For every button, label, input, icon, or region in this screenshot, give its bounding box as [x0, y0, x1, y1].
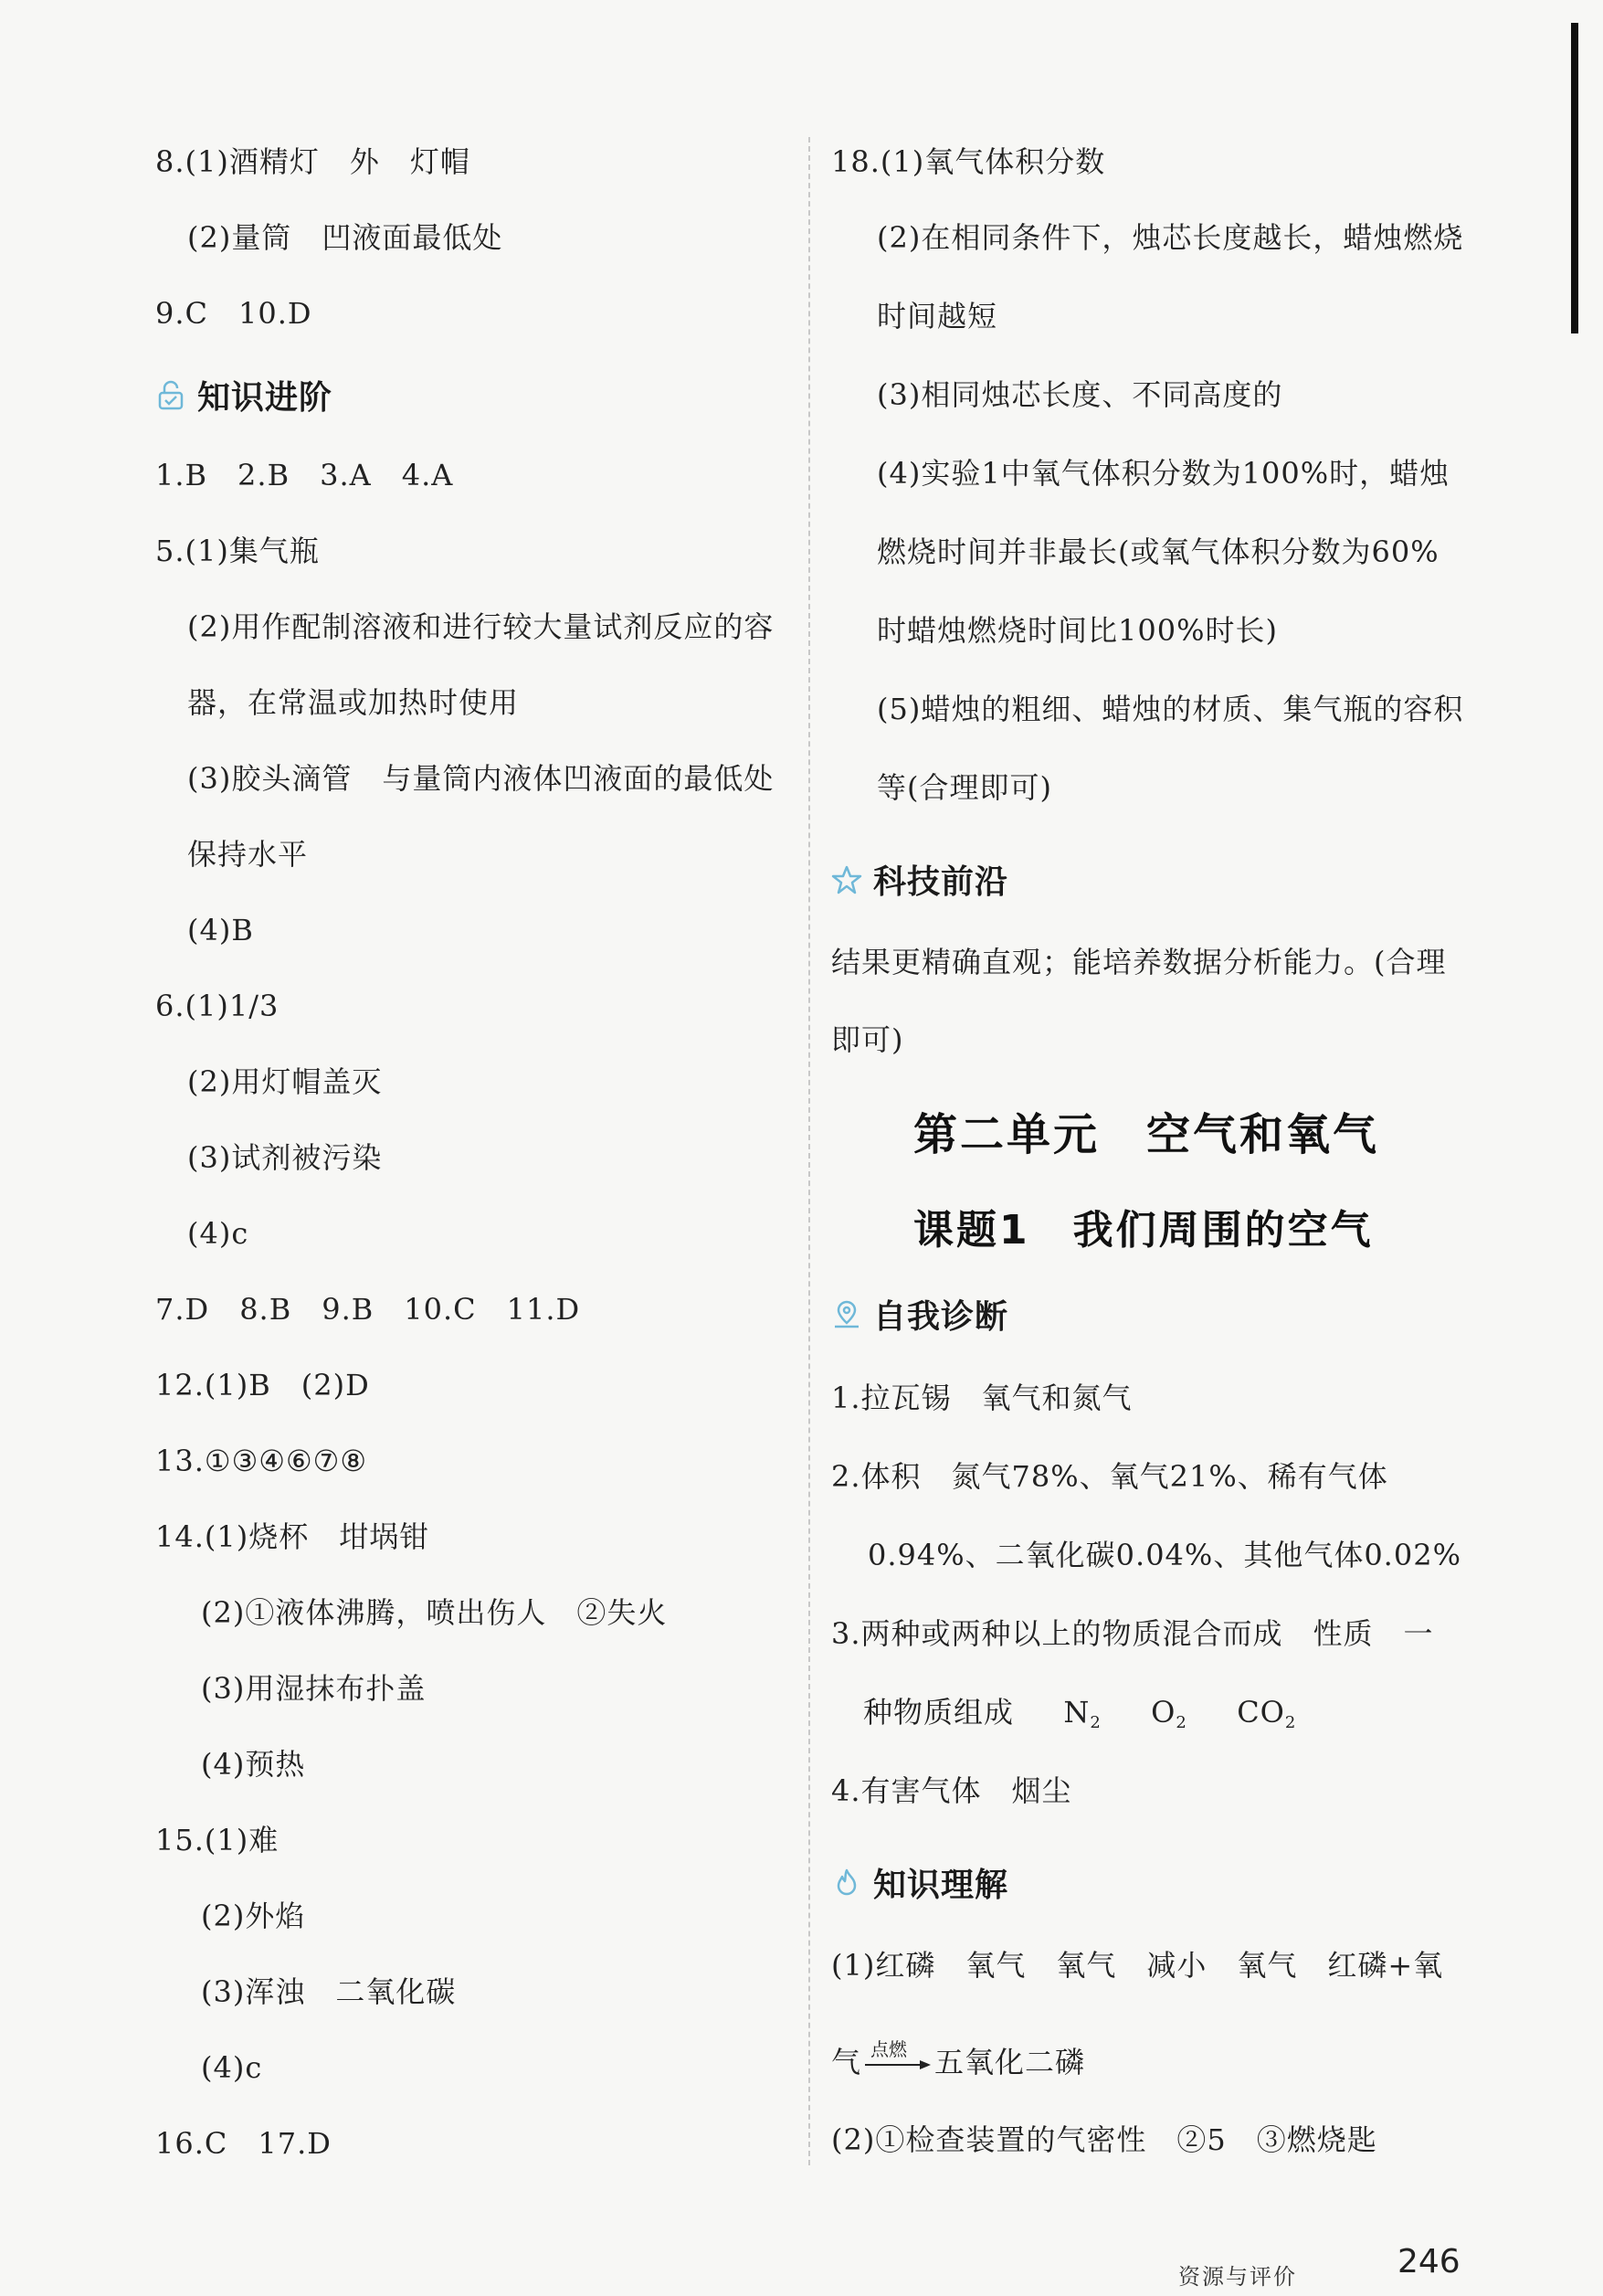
unit-title: 第二单元 空气和氧气 — [913, 1109, 1380, 1160]
star-icon — [831, 864, 862, 895]
formula-co2 — [1237, 1695, 1296, 1730]
answer-line: (3)用湿抹布扑盖 — [201, 1671, 427, 1706]
lock-check-icon — [155, 380, 186, 411]
answer-line: (4)B — [187, 913, 254, 947]
answer-line — [831, 2037, 1086, 2080]
section-title: 知识进阶 — [197, 379, 333, 417]
answer-line: 15.(1)难 — [155, 1823, 279, 1857]
answer-line: (2)量筒 凹液面最低处 — [187, 220, 503, 255]
answer-line: 13.①③④⑥⑦⑧ — [155, 1444, 368, 1478]
answer-line: 1.B 2.B 3.A 4.A — [155, 458, 454, 492]
answer-line: (3)浑浊 二氧化碳 — [201, 1974, 457, 2009]
reaction-condition: 点燃 — [870, 2037, 908, 2060]
answer-line: (2)用作配制溶液和进行较大量试剂反应的容 — [187, 609, 775, 644]
footer-label: 资源与评价 — [1178, 2264, 1297, 2290]
reaction-arrow — [865, 2037, 931, 2079]
formula-subscript: 2 — [1284, 1713, 1297, 1732]
formula-symbol: N — [1063, 1695, 1091, 1730]
answer-line: 3.两种或两种以上的物质混合而成 性质 一 — [831, 1616, 1434, 1651]
answer-line: (4)实验1中氧气体积分数为100%时，蜡烛 — [877, 456, 1450, 491]
answer-line: (2)外焰 — [201, 1899, 306, 1933]
answer-line: 1.拉瓦锡 氧气和氮气 — [831, 1381, 1133, 1415]
answer-line: (2)用灯帽盖灭 — [187, 1064, 383, 1099]
answer-line: 8.(1)酒精灯 外 灯帽 — [155, 144, 470, 179]
section-heading-tech-frontier — [831, 856, 1008, 903]
formula-symbol: CO — [1237, 1695, 1285, 1730]
answer-line: (4)c — [187, 1216, 249, 1251]
answer-line: (1)红磷 氧气 氧气 减小 氧气 红磷+氧 — [831, 1948, 1444, 1983]
answer-line: 4.有害气体 烟尘 — [831, 1773, 1072, 1808]
formula-symbol: O — [1151, 1695, 1176, 1730]
answer-line: 时蜡烛燃烧时间比100%时长) — [877, 613, 1278, 648]
section-title: 自我诊断 — [873, 1298, 1009, 1336]
answer-line: 结果更精确直观；能培养数据分析能力。(合理 — [831, 945, 1447, 979]
answer-line: 0.94%、二氧化碳0.04%、其他气体0.02% — [868, 1538, 1461, 1572]
answer-line: 5.(1)集气瓶 — [155, 534, 320, 568]
section-heading-self-diagnosis — [831, 1291, 1008, 1338]
answer-line: (2)①检查装置的气密性 ②5 ③燃烧匙 — [831, 2122, 1377, 2157]
answer-line: 14.(1)烧杯 坩埚钳 — [155, 1519, 430, 1554]
section-title: 科技前沿 — [873, 863, 1009, 901]
section-heading-knowledge-advance — [155, 372, 332, 418]
answer-line: 18.(1)氧气体积分数 — [831, 144, 1106, 179]
answer-line: 器，在常温或加热时使用 — [187, 685, 520, 720]
answer-line: 7.D 8.B 9.B 10.C 11.D — [155, 1292, 581, 1327]
answer-line: 6.(1)1/3 — [155, 989, 279, 1023]
flame-icon — [831, 1867, 862, 1899]
section-heading-knowledge-understanding — [831, 1859, 1008, 1906]
answer-line: 即可) — [831, 1022, 904, 1057]
answer-line: 保持水平 — [187, 837, 309, 872]
answer-line: 9.C 10.D — [155, 296, 312, 331]
answer-line: (3)试剂被污染 — [187, 1140, 383, 1175]
page-edge-bar — [1571, 23, 1578, 333]
formula-subscript: 2 — [1176, 1713, 1187, 1732]
lesson-title: 课题1 我们周围的空气 — [913, 1207, 1374, 1254]
location-pin-icon — [831, 1299, 862, 1330]
answer-line: (2)在相同条件下，烛芯长度越长，蜡烛燃烧 — [877, 220, 1464, 255]
formula-n2 — [1063, 1695, 1101, 1730]
page-number: 246 — [1397, 2243, 1461, 2280]
answer-line: 2.体积 氮气78%、氧气21%、稀有气体 — [831, 1459, 1388, 1494]
answer-line: (2)①液体沸腾，喷出伤人 ②失火 — [201, 1595, 668, 1630]
section-title: 知识理解 — [873, 1867, 1009, 1904]
answer-line — [863, 1694, 1296, 1741]
answer-line: 16.C 17.D — [155, 2126, 332, 2161]
answer-line: 燃烧时间并非最长(或氧气体积分数为60% — [877, 534, 1440, 569]
answer-line: (5)蜡烛的粗细、蜡烛的材质、集气瓶的容积 — [877, 692, 1464, 726]
formula-subscript: 2 — [1090, 1713, 1102, 1732]
column-divider — [808, 137, 810, 2165]
answer-text: 五氧化二磷 — [934, 2045, 1086, 2079]
answer-line: 等(合理即可) — [877, 770, 1052, 805]
answer-line: (3)相同烛芯长度、不同高度的 — [877, 377, 1283, 412]
formula-o2 — [1151, 1695, 1187, 1730]
answer-text: 气 — [831, 2045, 862, 2079]
answer-text: 种物质组成 — [863, 1695, 1015, 1730]
answer-line: (4)预热 — [201, 1747, 306, 1782]
answer-line: (3)胶头滴管 与量筒内液体凹液面的最低处 — [187, 761, 775, 796]
answer-line: (4)c — [201, 2050, 263, 2085]
answer-line: 12.(1)B (2)D — [155, 1368, 370, 1402]
answer-line: 时间越短 — [877, 299, 998, 333]
